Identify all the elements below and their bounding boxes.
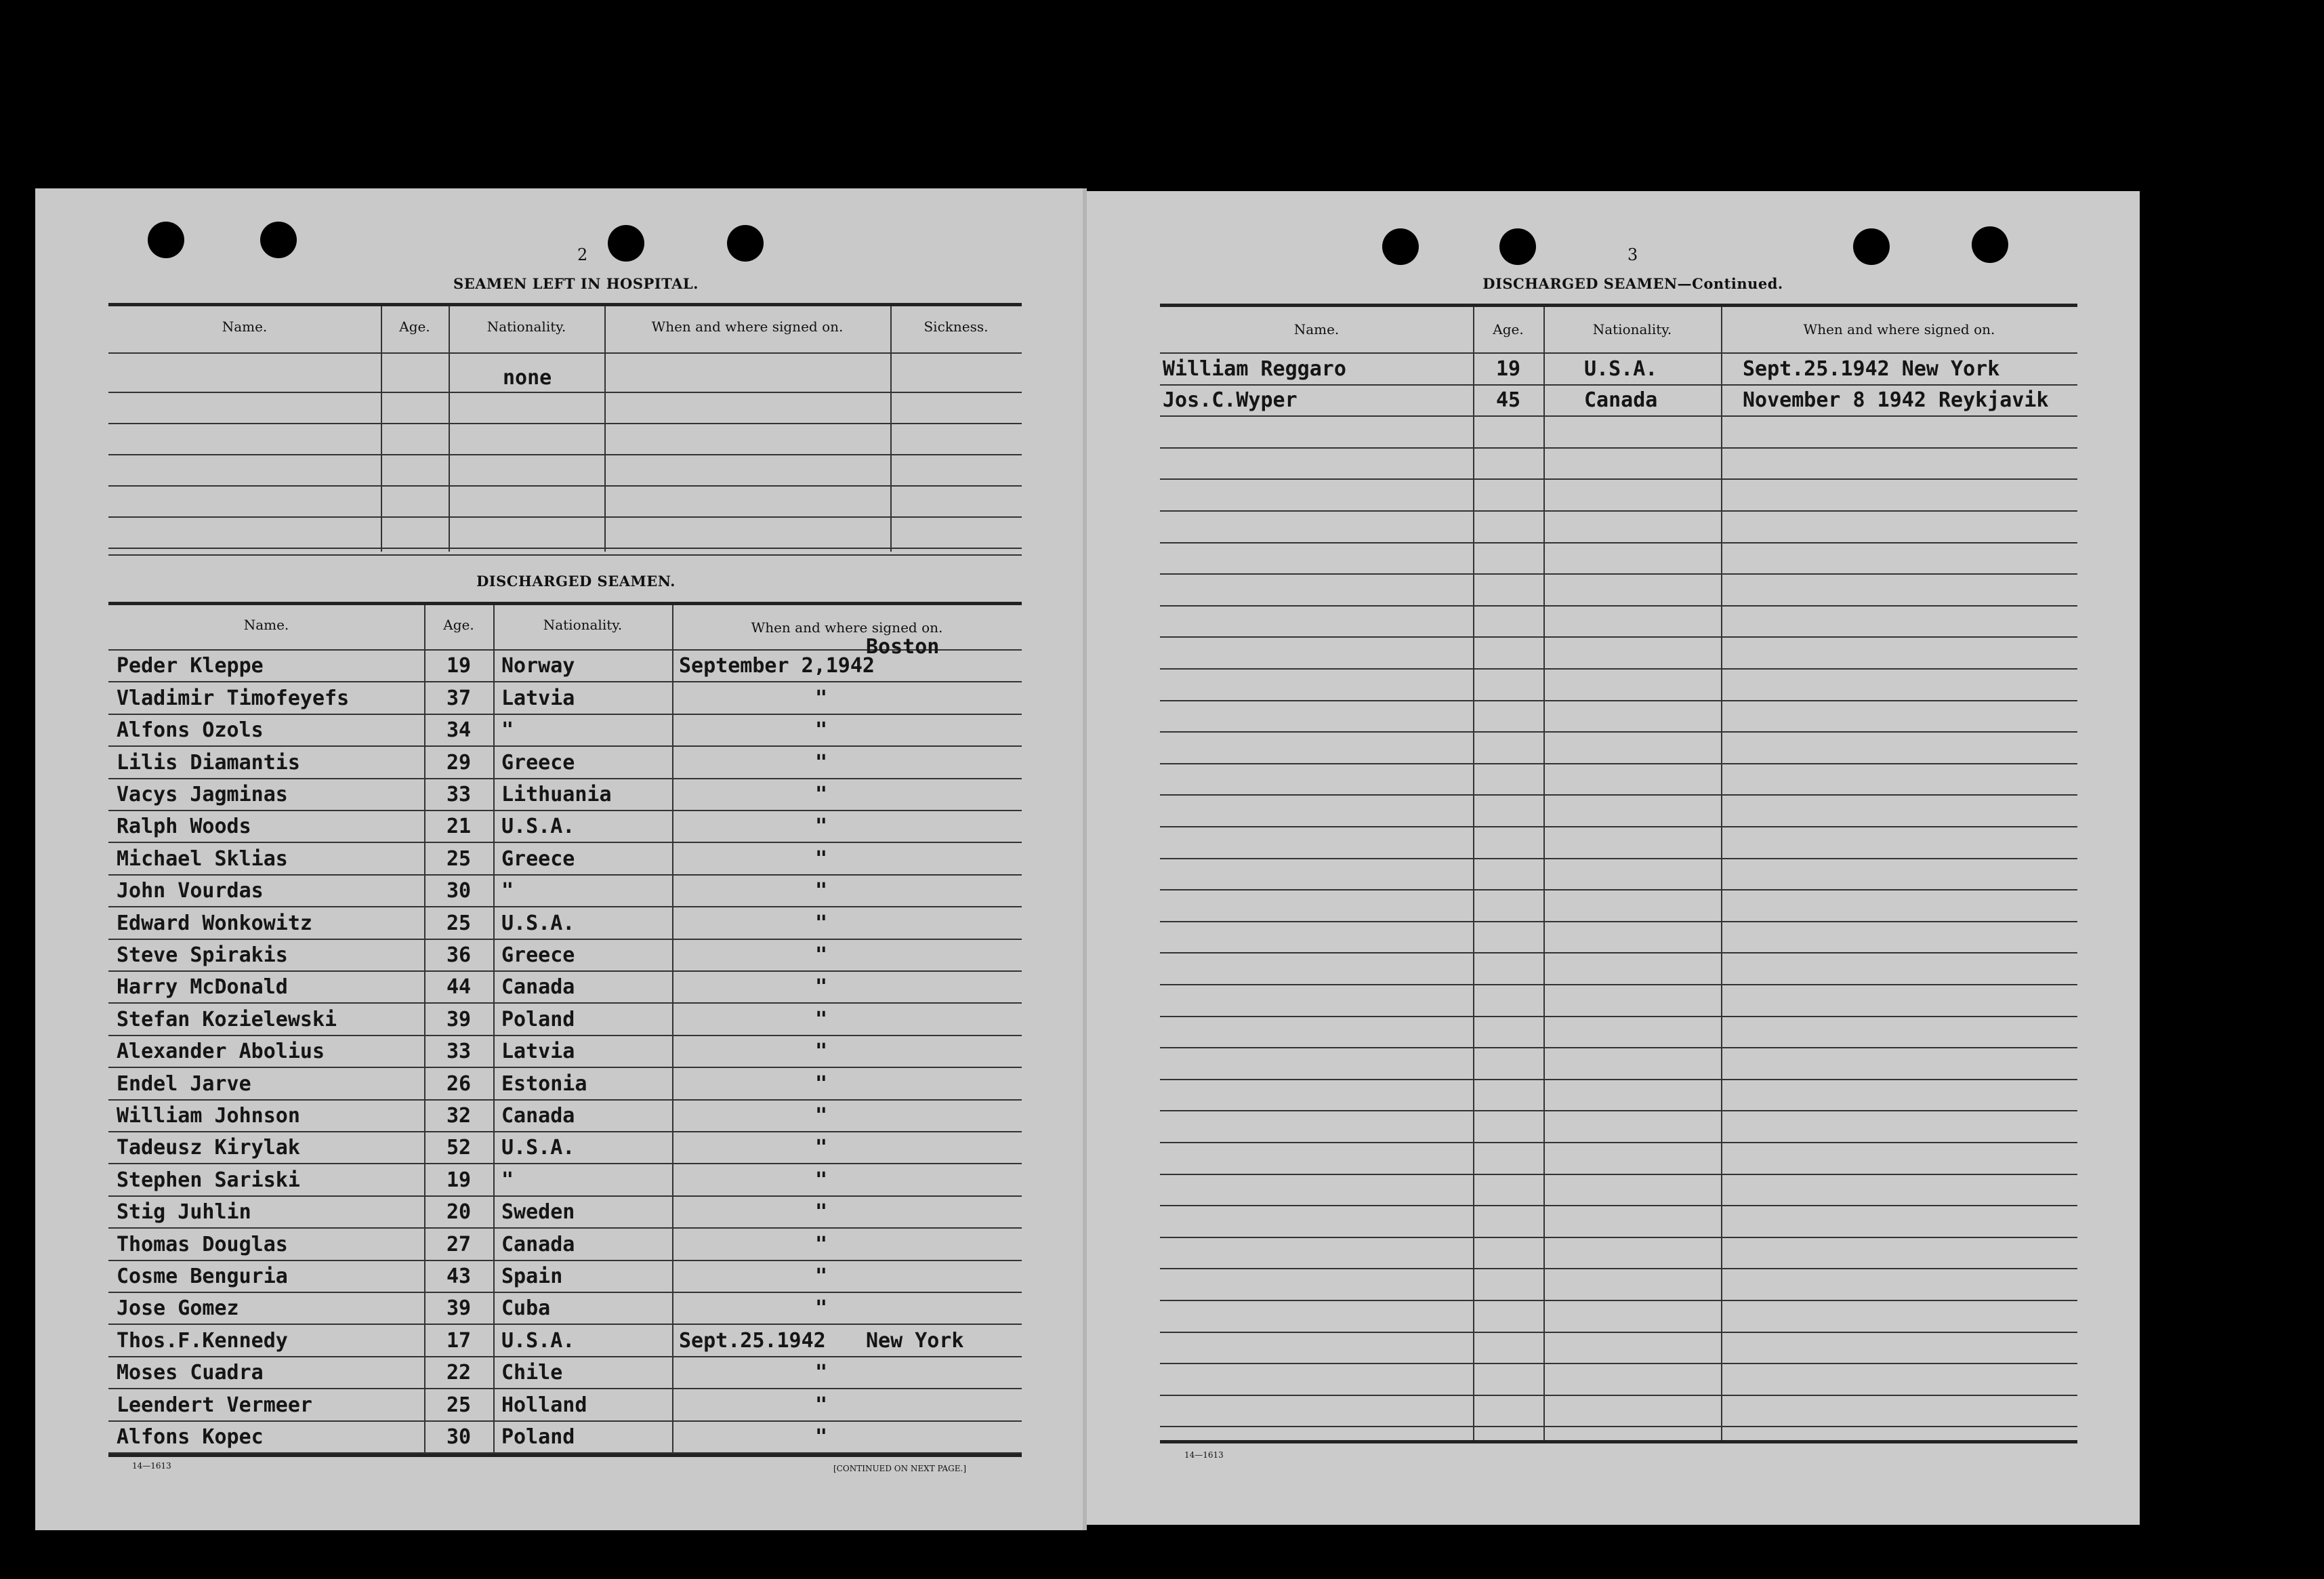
table-rule [449,306,450,552]
seaman-nationality: Canada [501,975,575,999]
seaman-nationality: Poland [501,1008,575,1031]
table-rule [1160,542,2077,544]
table-rule [108,1002,1022,1004]
seaman-age: 43 [446,1265,472,1288]
seaman-age: 39 [446,1296,472,1320]
table-rule [108,548,1022,549]
column-header: Sickness. [924,319,989,335]
table-rule [108,1227,1022,1229]
seaman-signed-on: " [814,1361,828,1385]
table-rule [108,1388,1022,1389]
table-rule [1160,1268,2077,1269]
table-rule [1160,415,2077,417]
seaman-name: Alfons Ozols [117,718,264,742]
seaman-signed-on: September 2,1942 [679,654,875,678]
table-rule [1160,1079,2077,1080]
table-rule [493,605,495,1454]
seaman-name: Steve Spirakis [117,943,288,967]
column-header: When and where signed on. [651,319,844,335]
seaman-nationality: Latvia [501,686,575,710]
seaman-nationality: " [501,718,514,742]
seaman-signed-on: " [814,1040,828,1063]
seaman-signed-on: " [814,911,828,935]
table-rule [1160,1332,2077,1333]
table-rule [1160,1142,2077,1143]
seaman-nationality: Chile [501,1361,563,1385]
table-rule [1160,1205,2077,1206]
seaman-age: 36 [446,943,472,967]
seaman-signed-on: " [814,879,828,903]
seaman-nationality: Canada [501,1104,575,1128]
seaman-name: Leendert Vermeer [117,1393,312,1417]
table-rule [1160,826,2077,827]
punch-hole [1382,228,1419,265]
seaman-age: 39 [446,1008,472,1031]
seaman-age: 17 [446,1329,472,1353]
table-rule [1160,889,2077,890]
table-rule [604,306,606,552]
seaman-name: Alexander Abolius [117,1040,325,1063]
table-rule [1160,447,2077,449]
seaman-name: Vacys Jagminas [117,783,288,806]
seaman-nationality: " [501,879,514,903]
seaman-name: Tadeusz Kirylak [117,1136,300,1160]
hospital-section-title: SEAMEN LEFT IN HOSPITAL. [453,275,699,292]
seaman-name: Thos.F.Kennedy [117,1329,288,1353]
seaman-name: Thomas Douglas [117,1233,288,1256]
table-rule [108,1454,1022,1457]
seaman-name: Cosme Benguria [117,1265,288,1288]
column-header: Age. [443,617,474,633]
discharged-section-title: DISCHARGED SEAMEN. [476,573,676,590]
seaman-nationality: " [501,1168,514,1192]
seaman-signed-on: " [814,1296,828,1320]
table-rule [108,352,1022,354]
seaman-name: Harry McDonald [117,975,288,999]
table-rule [672,605,673,1454]
table-rule [108,810,1022,811]
table-rule [108,303,1022,306]
table-rule [1160,573,2077,575]
table-rule [108,874,1022,876]
table-rule [381,306,382,552]
seaman-name: Jos.C.Wyper [1163,388,1298,412]
table-rule [108,485,1022,487]
seaman-name: Vladimir Timofeyefs [117,686,350,710]
seaman-age: 45 [1495,388,1521,412]
form-number: 14—1613 [132,1461,171,1471]
table-rule [1160,1047,2077,1048]
table-rule [108,516,1022,518]
table-rule [1160,668,2077,670]
table-rule [108,1420,1022,1422]
seaman-signed-on: Sept.25.1942 [679,1329,826,1353]
table-rule [1160,952,2077,953]
seaman-age: 30 [446,1425,472,1449]
seaman-nationality: U.S.A. [501,815,575,838]
seaman-signed-on: " [814,783,828,806]
seaman-nationality: Canada [501,1233,575,1256]
table-rule [1160,304,2077,307]
seaman-age: 20 [446,1200,472,1224]
table-rule [108,392,1022,393]
table-rule [1160,605,2077,607]
table-rule [108,842,1022,843]
table-rule [108,970,1022,972]
seaman-age: 33 [446,1040,472,1063]
column-header: Name. [1293,321,1340,337]
seaman-age: 26 [446,1072,472,1096]
table-rule [1160,510,2077,512]
table-rule [108,1035,1022,1036]
table-rule [1160,1016,2077,1017]
seaman-nationality: Poland [501,1425,575,1449]
column-header: When and where signed on. [1803,321,1995,337]
table-rule [108,454,1022,455]
seaman-age: 30 [446,879,472,903]
seaman-signed-on: " [814,1393,828,1417]
column-header: Nationality. [1592,321,1672,337]
seaman-name: Stephen Sariski [117,1168,300,1192]
seaman-signed-on-place: Boston [866,635,940,659]
table-rule [1160,731,2077,733]
seaman-name: Edward Wonkowitz [117,911,312,935]
seaman-signed-on: " [814,975,828,999]
seaman-name: Lilis Diamantis [117,751,300,775]
table-rule [108,1356,1022,1357]
table-rule [108,939,1022,940]
seaman-signed-on: " [814,1008,828,1031]
table-rule [108,1067,1022,1068]
table-rule [1160,1426,2077,1427]
seaman-age: 29 [446,751,472,775]
seaman-nationality: Estonia [501,1072,587,1096]
table-rule [1160,984,2077,985]
table-rule [1160,763,2077,764]
seaman-signed-on-place: New York [866,1329,964,1353]
punch-hole [148,222,184,258]
punch-hole [727,225,764,262]
seaman-signed-on: " [814,1072,828,1096]
discharged-continued-title: DISCHARGED SEAMEN—Continued. [1482,275,1783,292]
seaman-signed-on: " [814,751,828,775]
table-rule [108,1163,1022,1164]
seaman-name: William Johnson [117,1104,300,1128]
seaman-signed-on: " [814,1136,828,1160]
column-header: Name. [222,319,268,335]
seaman-nationality: Latvia [501,1040,575,1063]
table-rule [108,681,1022,682]
table-rule [108,714,1022,715]
seaman-signed-on: " [814,1104,828,1128]
punch-hole [1972,226,2008,263]
column-header: Age. [1493,321,1524,337]
seaman-age: 19 [446,654,472,678]
seaman-nationality: Spain [501,1265,563,1288]
seaman-name: John Vourdas [117,879,264,903]
seaman-name: Peder Kleppe [117,654,264,678]
table-rule [1160,1237,2077,1238]
seaman-name: Stefan Kozielewski [117,1008,337,1031]
column-header: Nationality. [486,319,566,335]
seaman-nationality: U.S.A. [501,911,575,935]
seaman-nationality: U.S.A. [501,1136,575,1160]
table-rule [1160,478,2077,480]
seaman-signed-on: November 8 1942 Reykjavik [1743,388,2049,412]
table-rule [108,1131,1022,1132]
seaman-nationality: Greece [501,943,575,967]
table-rule [1160,1363,2077,1364]
seaman-age: 34 [446,718,472,742]
page-number: 3 [1627,245,1638,264]
seaman-nationality: Greece [501,751,575,775]
table-rule [108,1324,1022,1325]
hospital-entry: none [503,366,552,390]
table-rule [1160,352,2077,354]
table-rule [108,778,1022,779]
seaman-age: 19 [446,1168,472,1192]
seaman-nationality: Sweden [501,1200,575,1224]
table-rule [1160,636,2077,638]
seaman-signed-on: " [814,1265,828,1288]
table-rule [1543,307,1545,1440]
table-rule [108,554,1022,556]
seaman-nationality: U.S.A. [1584,357,1658,381]
punch-hole [608,225,644,262]
column-header: Name. [243,617,289,633]
column-header: Nationality. [543,617,623,633]
table-rule [1160,1440,2077,1443]
table-rule [108,1195,1022,1197]
table-rule [1160,921,2077,922]
seaman-nationality: Holland [501,1393,587,1417]
table-rule [1160,794,2077,796]
seaman-name: William Reggaro [1163,357,1346,381]
seaman-nationality: Cuba [501,1296,551,1320]
seaman-name: Alfons Kopec [117,1425,264,1449]
seaman-signed-on: " [814,815,828,838]
table-rule [1160,858,2077,859]
seaman-age: 32 [446,1104,472,1128]
seaman-age: 37 [446,686,472,710]
table-rule [108,1260,1022,1261]
seaman-signed-on: " [814,847,828,871]
table-rule [1160,1395,2077,1396]
seaman-nationality: Greece [501,847,575,871]
seaman-age: 22 [446,1361,472,1385]
seaman-nationality: U.S.A. [501,1329,575,1353]
table-rule [1160,384,2077,386]
seaman-name: Michael Sklias [117,847,288,871]
table-rule [890,306,892,552]
seaman-signed-on: " [814,686,828,710]
seaman-signed-on: " [814,1233,828,1256]
column-header: When and where signed on. [751,619,943,636]
column-header: Age. [399,319,430,335]
table-rule [1160,1174,2077,1175]
table-rule [108,423,1022,424]
seaman-age: 33 [446,783,472,806]
seaman-name: Moses Cuadra [117,1361,264,1385]
table-rule [1160,1300,2077,1301]
seaman-age: 25 [446,1393,472,1417]
table-rule [108,1099,1022,1101]
seaman-signed-on: " [814,1168,828,1192]
seaman-age: 19 [1495,357,1521,381]
table-rule [1160,700,2077,701]
table-rule [1721,307,1722,1440]
table-rule [108,1292,1022,1293]
seaman-age: 52 [446,1136,472,1160]
seaman-signed-on: " [814,943,828,967]
page-number: 2 [577,245,588,264]
form-number: 14—1613 [1184,1450,1224,1460]
seaman-age: 25 [446,911,472,935]
seaman-age: 27 [446,1233,472,1256]
seaman-nationality: Lithuania [501,783,612,806]
continued-note: [CONTINUED ON NEXT PAGE.] [833,1464,967,1473]
punch-hole [1853,228,1890,265]
table-rule [1160,1110,2077,1111]
seaman-age: 21 [446,815,472,838]
seaman-name: Ralph Woods [117,815,251,838]
table-rule [108,602,1022,605]
seaman-signed-on: " [814,1200,828,1224]
page-fold [1083,188,1087,1530]
punch-hole [260,222,297,258]
seaman-signed-on: Sept.25.1942 New York [1743,357,2000,381]
table-rule [108,745,1022,747]
seaman-name: Stig Juhlin [117,1200,251,1224]
table-rule [108,906,1022,907]
seaman-age: 25 [446,847,472,871]
seaman-name: Jose Gomez [117,1296,239,1320]
punch-hole [1499,228,1536,265]
seaman-signed-on: " [814,718,828,742]
seaman-nationality: Canada [1584,388,1658,412]
seaman-signed-on: " [814,1425,828,1449]
seaman-name: Endel Jarve [117,1072,251,1096]
table-rule [1473,307,1474,1440]
seaman-age: 44 [446,975,472,999]
seaman-nationality: Norway [501,654,575,678]
